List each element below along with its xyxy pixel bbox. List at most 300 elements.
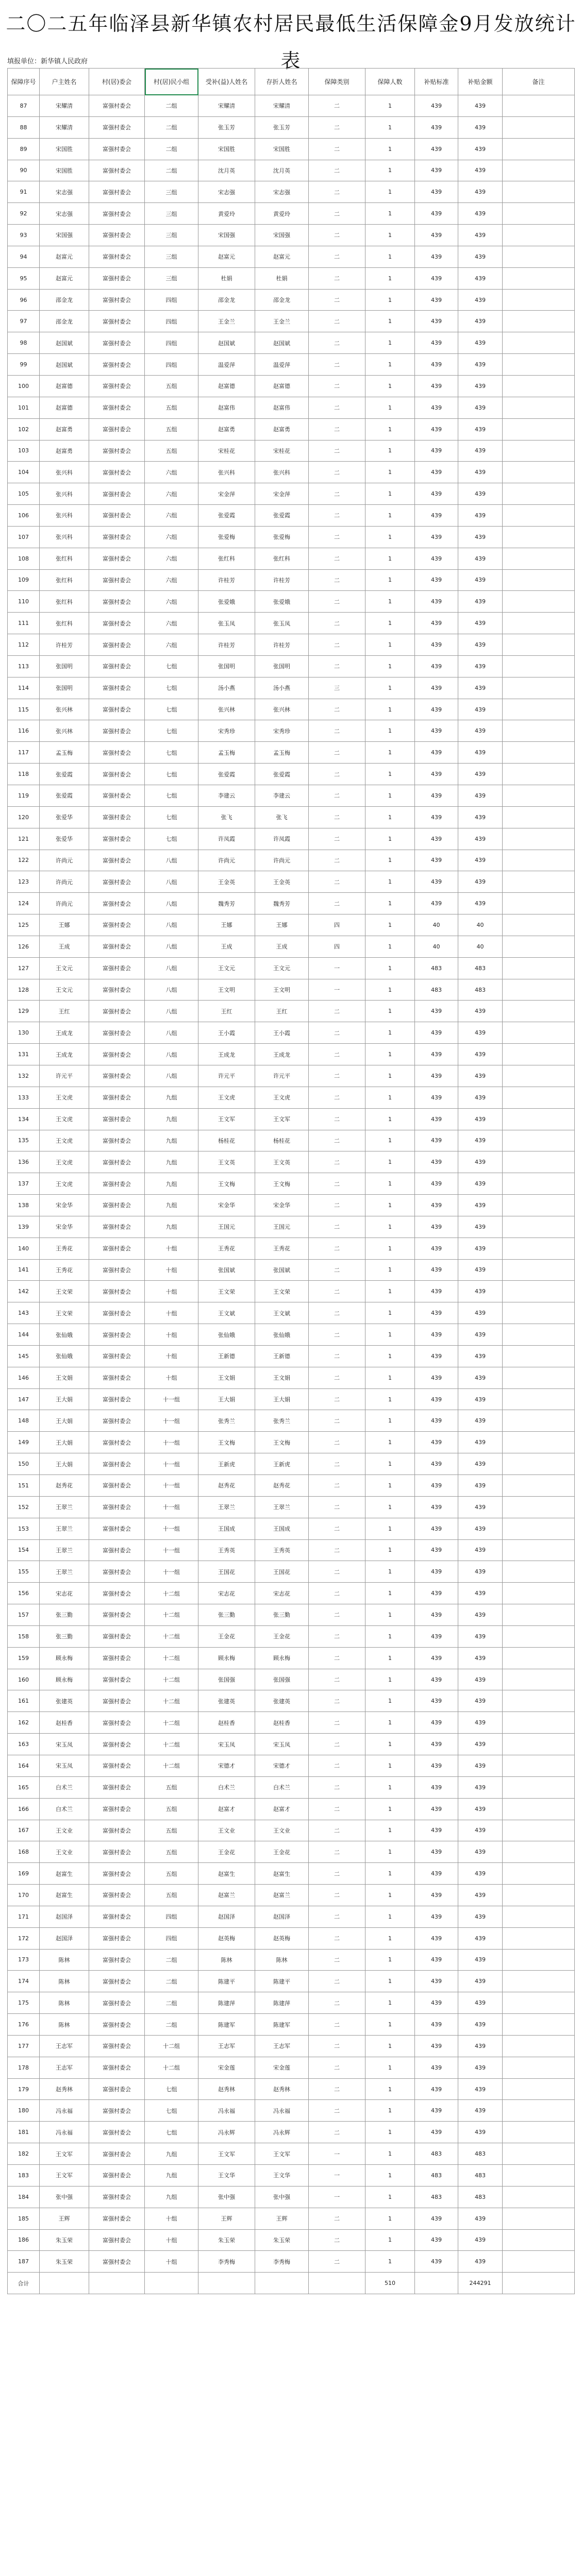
table-cell[interactable]: 孟玉梅	[255, 742, 309, 764]
table-cell[interactable]: 439	[415, 1971, 458, 1992]
table-cell[interactable]: 二	[309, 289, 365, 311]
table-cell[interactable]: 宋国强	[198, 225, 255, 246]
table-cell[interactable]: 王志军	[40, 2057, 89, 2078]
table-cell[interactable]: 宋耀清	[198, 95, 255, 117]
table-cell[interactable]: 富强村委会	[89, 1712, 145, 1734]
table-cell[interactable]: 439	[458, 332, 503, 354]
column-header[interactable]: 保障类别	[309, 69, 365, 95]
table-cell[interactable]: 李建云	[198, 785, 255, 807]
table-cell[interactable]: 十二组	[145, 1755, 198, 1776]
table-cell[interactable]	[503, 1367, 575, 1388]
table-cell[interactable]: 439	[458, 677, 503, 699]
table-cell[interactable]: 陈林	[40, 1949, 89, 1971]
table-cell[interactable]: 439	[415, 1539, 458, 1561]
table-cell[interactable]: 二	[309, 1281, 365, 1302]
table-cell[interactable]	[503, 1518, 575, 1539]
table-cell[interactable]: 富强村委会	[89, 1625, 145, 1647]
table-cell[interactable]: 宋德才	[198, 1755, 255, 1776]
table-cell[interactable]: 宋秀珍	[198, 720, 255, 742]
table-cell[interactable]: 七组	[145, 699, 198, 720]
table-cell[interactable]: 六组	[145, 548, 198, 569]
table-cell[interactable]: 1	[365, 1388, 415, 1410]
table-cell[interactable]: 二	[309, 806, 365, 828]
table-cell[interactable]: 张爱梅	[255, 526, 309, 548]
table-cell[interactable]: 439	[415, 2122, 458, 2143]
table-cell[interactable]: 二组	[145, 116, 198, 138]
table-cell[interactable]: 张建英	[255, 1690, 309, 1712]
table-cell[interactable]: 十二组	[145, 2057, 198, 2078]
table-cell[interactable]: 富强村委会	[89, 2014, 145, 2036]
table-cell[interactable]: 439	[458, 397, 503, 418]
table-cell[interactable]: 十组	[145, 1367, 198, 1388]
table-cell[interactable]: 张爱娥	[198, 591, 255, 613]
table-cell[interactable]: 102	[8, 418, 40, 440]
table-cell[interactable]: 172	[8, 1927, 40, 1949]
table-cell[interactable]: 王红	[198, 1001, 255, 1022]
table-cell[interactable]: 富强村委会	[89, 138, 145, 160]
table-cell[interactable]: 439	[458, 1453, 503, 1475]
table-cell[interactable]: 富强村委会	[89, 1259, 145, 1281]
table-cell[interactable]: 二	[309, 1734, 365, 1755]
table-cell[interactable]: 陈建平	[198, 1971, 255, 1992]
table-cell[interactable]: 张玉芳	[255, 116, 309, 138]
table-cell[interactable]: 张仙娥	[40, 1324, 89, 1346]
table-cell[interactable]: 八组	[145, 1065, 198, 1087]
table-cell[interactable]: 富强村委会	[89, 699, 145, 720]
table-cell[interactable]: 富强村委会	[89, 2143, 145, 2165]
table-cell[interactable]	[503, 1669, 575, 1690]
table-cell[interactable]: 富强村委会	[89, 850, 145, 871]
table-cell[interactable]: 许尚元	[40, 893, 89, 914]
table-cell[interactable]: 153	[8, 1518, 40, 1539]
table-cell[interactable]: 张国斌	[255, 1259, 309, 1281]
table-cell[interactable]: 王文元	[198, 957, 255, 979]
table-cell[interactable]: 439	[458, 1863, 503, 1885]
table-cell[interactable]: 张秀兰	[198, 1410, 255, 1432]
table-cell[interactable]: 十组	[145, 2229, 198, 2251]
table-cell[interactable]	[503, 160, 575, 181]
table-cell[interactable]: 黄爱玲	[255, 203, 309, 225]
table-cell[interactable]: 439	[458, 2078, 503, 2100]
table-cell[interactable]: 439	[458, 203, 503, 225]
table-cell[interactable]: 宋金华	[40, 1216, 89, 1238]
table-cell[interactable]: 二	[309, 1798, 365, 1820]
table-cell[interactable]: 1	[365, 354, 415, 376]
table-cell[interactable]: 二	[309, 332, 365, 354]
table-cell[interactable]: 1	[365, 1195, 415, 1216]
table-cell[interactable]: 118	[8, 764, 40, 785]
table-cell[interactable]: 富强村委会	[89, 1345, 145, 1367]
table-cell[interactable]: 439	[415, 785, 458, 807]
table-cell[interactable]: 五组	[145, 397, 198, 418]
table-cell[interactable]: 宋国强	[255, 225, 309, 246]
table-cell[interactable]: 1	[365, 1798, 415, 1820]
table-cell[interactable]: 90	[8, 160, 40, 181]
table-cell[interactable]: 二	[309, 591, 365, 613]
table-cell[interactable]: 439	[415, 1885, 458, 1906]
table-cell[interactable]: 439	[458, 2057, 503, 2078]
table-cell[interactable]: 王辉	[40, 2208, 89, 2229]
table-cell[interactable]: 六组	[145, 526, 198, 548]
table-cell[interactable]: 张红科	[40, 569, 89, 591]
table-cell[interactable]: 许尚元	[40, 871, 89, 893]
table-cell[interactable]: 439	[458, 569, 503, 591]
table-cell[interactable]: 439	[458, 289, 503, 311]
table-cell[interactable]: 五组	[145, 1820, 198, 1841]
table-cell[interactable]: 103	[8, 440, 40, 462]
table-cell[interactable]: 二	[309, 1453, 365, 1475]
table-cell[interactable]: 439	[415, 289, 458, 311]
table-cell[interactable]: 宋志花	[198, 1583, 255, 1604]
table-cell[interactable]: 富强村委会	[89, 116, 145, 138]
table-cell[interactable]: 王志军	[40, 2035, 89, 2057]
table-cell[interactable]: 富强村委会	[89, 1044, 145, 1065]
table-cell[interactable]: 富强村委会	[89, 1151, 145, 1173]
table-cell[interactable]: 439	[458, 225, 503, 246]
table-cell[interactable]: 富强村委会	[89, 2165, 145, 2187]
table-cell[interactable]: 439	[458, 1776, 503, 1798]
table-cell[interactable]: 1	[365, 505, 415, 527]
table-cell[interactable]: 富强村委会	[89, 246, 145, 267]
table-cell[interactable]: 156	[8, 1583, 40, 1604]
table-cell[interactable]: 五组	[145, 418, 198, 440]
table-cell[interactable]: 439	[415, 526, 458, 548]
table-cell[interactable]: 王秀花	[198, 1238, 255, 1259]
table-cell[interactable]: 王文娟	[255, 1367, 309, 1388]
table-cell[interactable]: 张爱华	[40, 828, 89, 850]
table-cell[interactable]: 王秀英	[198, 1539, 255, 1561]
table-cell[interactable]: 富强村委会	[89, 1195, 145, 1216]
table-cell[interactable]	[503, 893, 575, 914]
table-cell[interactable]: 439	[415, 806, 458, 828]
table-cell[interactable]: 十一组	[145, 1539, 198, 1561]
table-cell[interactable]: 赵富德	[40, 375, 89, 397]
table-cell[interactable]	[503, 1259, 575, 1281]
table-cell[interactable]: 二	[309, 1647, 365, 1669]
table-cell[interactable]: 七组	[145, 785, 198, 807]
table-cell[interactable]: 1	[365, 613, 415, 634]
table-cell[interactable]: 106	[8, 505, 40, 527]
table-cell[interactable]: 邵金龙	[198, 289, 255, 311]
table-cell[interactable]: 王文军	[40, 2165, 89, 2187]
table-cell[interactable]: 七组	[145, 2100, 198, 2122]
table-cell[interactable]: 七组	[145, 2078, 198, 2100]
table-cell[interactable]: 二	[309, 1820, 365, 1841]
table-cell[interactable]: 张国强	[198, 1669, 255, 1690]
table-cell[interactable]: 1	[365, 828, 415, 850]
table-cell[interactable]: 杨桂花	[198, 1130, 255, 1151]
table-cell[interactable]: 439	[415, 569, 458, 591]
table-cell[interactable]: 八组	[145, 957, 198, 979]
table-cell[interactable]: 439	[458, 1302, 503, 1324]
table-cell[interactable]: 二	[309, 2078, 365, 2100]
table-cell[interactable]: 十二组	[145, 1647, 198, 1669]
table-cell[interactable]: 王国花	[255, 1561, 309, 1583]
table-cell[interactable]: 439	[458, 1971, 503, 1992]
table-cell[interactable]: 王翠兰	[198, 1496, 255, 1518]
table-cell[interactable]: 1	[365, 1410, 415, 1432]
table-cell[interactable]: 张兴林	[40, 720, 89, 742]
table-cell[interactable]	[503, 1410, 575, 1432]
table-cell[interactable]: 王文军	[198, 2143, 255, 2165]
table-cell[interactable]: 1	[365, 720, 415, 742]
table-cell[interactable]: 439	[415, 1669, 458, 1690]
table-cell[interactable]: 113	[8, 655, 40, 677]
table-cell[interactable]: 1	[365, 181, 415, 203]
table-cell[interactable]: 张三勤	[198, 1604, 255, 1626]
table-cell[interactable]: 二	[309, 1604, 365, 1626]
table-cell[interactable]: 陈林	[40, 1971, 89, 1992]
table-cell[interactable]: 富强村委会	[89, 375, 145, 397]
table-cell[interactable]: 五组	[145, 1863, 198, 1885]
table-cell[interactable]: 十一组	[145, 1410, 198, 1432]
table-cell[interactable]: 439	[458, 1065, 503, 1087]
table-cell[interactable]: 许尚元	[40, 850, 89, 871]
table-cell[interactable]: 顾永梅	[255, 1647, 309, 1669]
table-cell[interactable]	[503, 1087, 575, 1108]
table-cell[interactable]: 王文华	[255, 2165, 309, 2187]
table-cell[interactable]: 439	[415, 1841, 458, 1863]
table-cell[interactable]: 王娜	[255, 914, 309, 936]
table-cell[interactable]: 二	[309, 699, 365, 720]
table-cell[interactable]: 二	[309, 655, 365, 677]
table-cell[interactable]: 赵富伟	[198, 397, 255, 418]
table-cell[interactable]: 1	[365, 1496, 415, 1518]
table-cell[interactable]: 张爱霞	[255, 764, 309, 785]
table-cell[interactable]: 117	[8, 742, 40, 764]
table-cell[interactable]: 1	[365, 1992, 415, 2014]
table-cell[interactable]: 1	[365, 2035, 415, 2057]
table-cell[interactable]: 二	[309, 634, 365, 656]
table-cell[interactable]: 富强村委会	[89, 1173, 145, 1195]
table-cell[interactable]: 439	[458, 1734, 503, 1755]
table-cell[interactable]: 1	[365, 1539, 415, 1561]
table-cell[interactable]: 二	[309, 225, 365, 246]
table-cell[interactable]: 439	[458, 2251, 503, 2273]
table-cell[interactable]: 439	[458, 1345, 503, 1367]
table-cell[interactable]: 二	[309, 462, 365, 483]
table-cell[interactable]: 王金英	[255, 871, 309, 893]
table-cell[interactable]: 二	[309, 1712, 365, 1734]
total-people[interactable]: 510	[365, 2273, 415, 2294]
table-cell[interactable]: 439	[415, 1453, 458, 1475]
table-cell[interactable]: 439	[458, 1712, 503, 1734]
table-cell[interactable]: 439	[415, 354, 458, 376]
table-cell[interactable]: 1	[365, 1238, 415, 1259]
table-cell[interactable]: 439	[458, 1690, 503, 1712]
table-cell[interactable]: 张兴林	[198, 699, 255, 720]
table-cell[interactable]: 127	[8, 957, 40, 979]
table-cell[interactable]: 1	[365, 1367, 415, 1388]
table-cell[interactable]: 二	[309, 375, 365, 397]
table-cell[interactable]: 二	[309, 871, 365, 893]
table-cell[interactable]: 十二组	[145, 1712, 198, 1734]
table-cell[interactable]: 174	[8, 1971, 40, 1992]
table-cell[interactable]: 169	[8, 1863, 40, 1885]
table-cell[interactable]: 439	[458, 1108, 503, 1130]
table-cell[interactable]	[503, 2014, 575, 2036]
table-cell[interactable]: 439	[458, 548, 503, 569]
table-cell[interactable]: 赵桂香	[40, 1712, 89, 1734]
table-cell[interactable]: 二	[309, 2208, 365, 2229]
table-cell[interactable]: 二	[309, 1906, 365, 1927]
table-cell[interactable]: 富强村委会	[89, 2035, 145, 2057]
table-cell[interactable]: 1	[365, 1216, 415, 1238]
column-header[interactable]: 备注	[503, 69, 575, 95]
table-cell[interactable]	[503, 936, 575, 957]
table-cell[interactable]	[415, 2273, 458, 2294]
table-cell[interactable]: 439	[458, 2035, 503, 2057]
table-cell[interactable]: 王文元	[40, 957, 89, 979]
table-cell[interactable]: 二组	[145, 160, 198, 181]
table-cell[interactable]: 赵秀林	[255, 2078, 309, 2100]
table-cell[interactable]: 439	[415, 203, 458, 225]
table-cell[interactable]: 439	[415, 1173, 458, 1195]
table-cell[interactable]: 141	[8, 1259, 40, 1281]
table-cell[interactable]: 九组	[145, 1151, 198, 1173]
table-cell[interactable]: 89	[8, 138, 40, 160]
table-cell[interactable]: 1	[365, 1475, 415, 1497]
table-cell[interactable]: 富强村委会	[89, 1863, 145, 1885]
table-cell[interactable]: 1	[365, 1647, 415, 1669]
table-cell[interactable]	[503, 354, 575, 376]
table-cell[interactable]: 六组	[145, 591, 198, 613]
table-cell[interactable]: 张飞	[255, 806, 309, 828]
table-cell[interactable]: 张兴科	[255, 462, 309, 483]
table-cell[interactable]: 八组	[145, 871, 198, 893]
table-cell[interactable]: 王小霞	[198, 1022, 255, 1044]
table-cell[interactable]: 十组	[145, 1324, 198, 1346]
table-cell[interactable]	[503, 1820, 575, 1841]
table-cell[interactable]: 张兴科	[40, 483, 89, 505]
table-cell[interactable]: 王秀花	[255, 1238, 309, 1259]
table-cell[interactable]: 宋秀珍	[255, 720, 309, 742]
table-cell[interactable]: 二	[309, 1992, 365, 2014]
table-cell[interactable]: 1	[365, 2122, 415, 2143]
table-cell[interactable]: 三组	[145, 225, 198, 246]
table-cell[interactable]: 王文军	[198, 1108, 255, 1130]
table-cell[interactable]: 王国成	[255, 1518, 309, 1539]
table-cell[interactable]: 富强村委会	[89, 914, 145, 936]
table-cell[interactable]: 1	[365, 225, 415, 246]
table-cell[interactable]	[503, 1216, 575, 1238]
table-cell[interactable]: 王文明	[198, 979, 255, 1001]
table-cell[interactable]	[503, 1432, 575, 1453]
table-cell[interactable]: 175	[8, 1992, 40, 2014]
table-cell[interactable]: 四组	[145, 289, 198, 311]
table-cell[interactable]: 宋志花	[255, 1583, 309, 1604]
table-cell[interactable]: 富强村委会	[89, 936, 145, 957]
table-cell[interactable]	[503, 332, 575, 354]
table-cell[interactable]: 二	[309, 850, 365, 871]
table-cell[interactable]: 128	[8, 979, 40, 1001]
table-cell[interactable]	[503, 1949, 575, 1971]
column-header[interactable]: 保障序号	[8, 69, 40, 95]
table-cell[interactable]: 八组	[145, 914, 198, 936]
table-cell[interactable]: 1	[365, 850, 415, 871]
table-cell[interactable]: 十组	[145, 1281, 198, 1302]
table-cell[interactable]	[503, 1561, 575, 1583]
table-cell[interactable]: 陈林	[40, 2014, 89, 2036]
table-cell[interactable]: 140	[8, 1238, 40, 1259]
table-cell[interactable]: 439	[458, 1044, 503, 1065]
table-cell[interactable]: 二	[309, 397, 365, 418]
table-cell[interactable]: 150	[8, 1453, 40, 1475]
table-cell[interactable]: 富强村委会	[89, 1583, 145, 1604]
table-cell[interactable]: 赵国斌	[198, 332, 255, 354]
table-cell[interactable]: 129	[8, 1001, 40, 1022]
table-cell[interactable]: 富强村委会	[89, 1496, 145, 1518]
table-cell[interactable]	[503, 1776, 575, 1798]
table-cell[interactable]: 87	[8, 95, 40, 117]
table-cell[interactable]: 王成龙	[40, 1022, 89, 1044]
table-cell[interactable]: 439	[458, 699, 503, 720]
table-cell[interactable]: 富强村委会	[89, 2251, 145, 2273]
table-cell[interactable]: 二	[309, 1324, 365, 1346]
table-cell[interactable]	[503, 138, 575, 160]
table-cell[interactable]: 赵秀花	[255, 1475, 309, 1497]
table-cell[interactable]: 宋德才	[255, 1755, 309, 1776]
table-cell[interactable]: 九组	[145, 2165, 198, 2187]
table-cell[interactable]: 张中强	[40, 2186, 89, 2208]
table-cell[interactable]: 赵桂香	[255, 1712, 309, 1734]
table-cell[interactable]: 富强村委会	[89, 160, 145, 181]
table-cell[interactable]: 二	[309, 116, 365, 138]
table-cell[interactable]: 1	[365, 893, 415, 914]
table-cell[interactable]: 冯永福	[255, 2100, 309, 2122]
table-cell[interactable]: 富强村委会	[89, 1647, 145, 1669]
table-cell[interactable]: 五组	[145, 1885, 198, 1906]
table-cell[interactable]: 二	[309, 1885, 365, 1906]
table-cell[interactable]	[503, 1863, 575, 1885]
table-cell[interactable]: 六组	[145, 462, 198, 483]
table-cell[interactable]: 王辉	[255, 2208, 309, 2229]
table-cell[interactable]: 王成龙	[40, 1044, 89, 1065]
table-cell[interactable]: 王秀花	[40, 1238, 89, 1259]
table-cell[interactable]: 赵国泽	[40, 1927, 89, 1949]
table-cell[interactable]: 王文明	[255, 979, 309, 1001]
table-cell[interactable]: 135	[8, 1130, 40, 1151]
table-cell[interactable]: 富强村委会	[89, 1388, 145, 1410]
table-cell[interactable]: 九组	[145, 2186, 198, 2208]
table-cell[interactable]: 439	[458, 871, 503, 893]
table-cell[interactable]: 十二组	[145, 1625, 198, 1647]
table-cell[interactable]: 张飞	[198, 806, 255, 828]
table-cell[interactable]: 王成龙	[198, 1044, 255, 1065]
table-cell[interactable]: 王文虎	[255, 1087, 309, 1108]
table-cell[interactable]	[503, 289, 575, 311]
table-cell[interactable]: 439	[415, 2078, 458, 2100]
table-cell[interactable]: 1	[365, 1453, 415, 1475]
table-cell[interactable]: 王文业	[198, 1820, 255, 1841]
table-cell[interactable]: 439	[458, 1669, 503, 1690]
table-cell[interactable]: 439	[415, 505, 458, 527]
table-cell[interactable]: 二	[309, 505, 365, 527]
table-cell[interactable]: 439	[415, 267, 458, 289]
table-cell[interactable]: 439	[458, 806, 503, 828]
table-cell[interactable]: 1	[365, 1776, 415, 1798]
table-cell[interactable]: 1	[365, 483, 415, 505]
table-cell[interactable]: 439	[415, 1130, 458, 1151]
table-cell[interactable]: 富强村委会	[89, 1065, 145, 1087]
table-cell[interactable]: 十二组	[145, 2035, 198, 2057]
table-cell[interactable]: 112	[8, 634, 40, 656]
table-cell[interactable]: 沈月英	[198, 160, 255, 181]
table-cell[interactable]: 1	[365, 1561, 415, 1583]
table-cell[interactable]	[503, 1173, 575, 1195]
table-cell[interactable]: 483	[415, 2143, 458, 2165]
table-cell[interactable]: 二组	[145, 138, 198, 160]
